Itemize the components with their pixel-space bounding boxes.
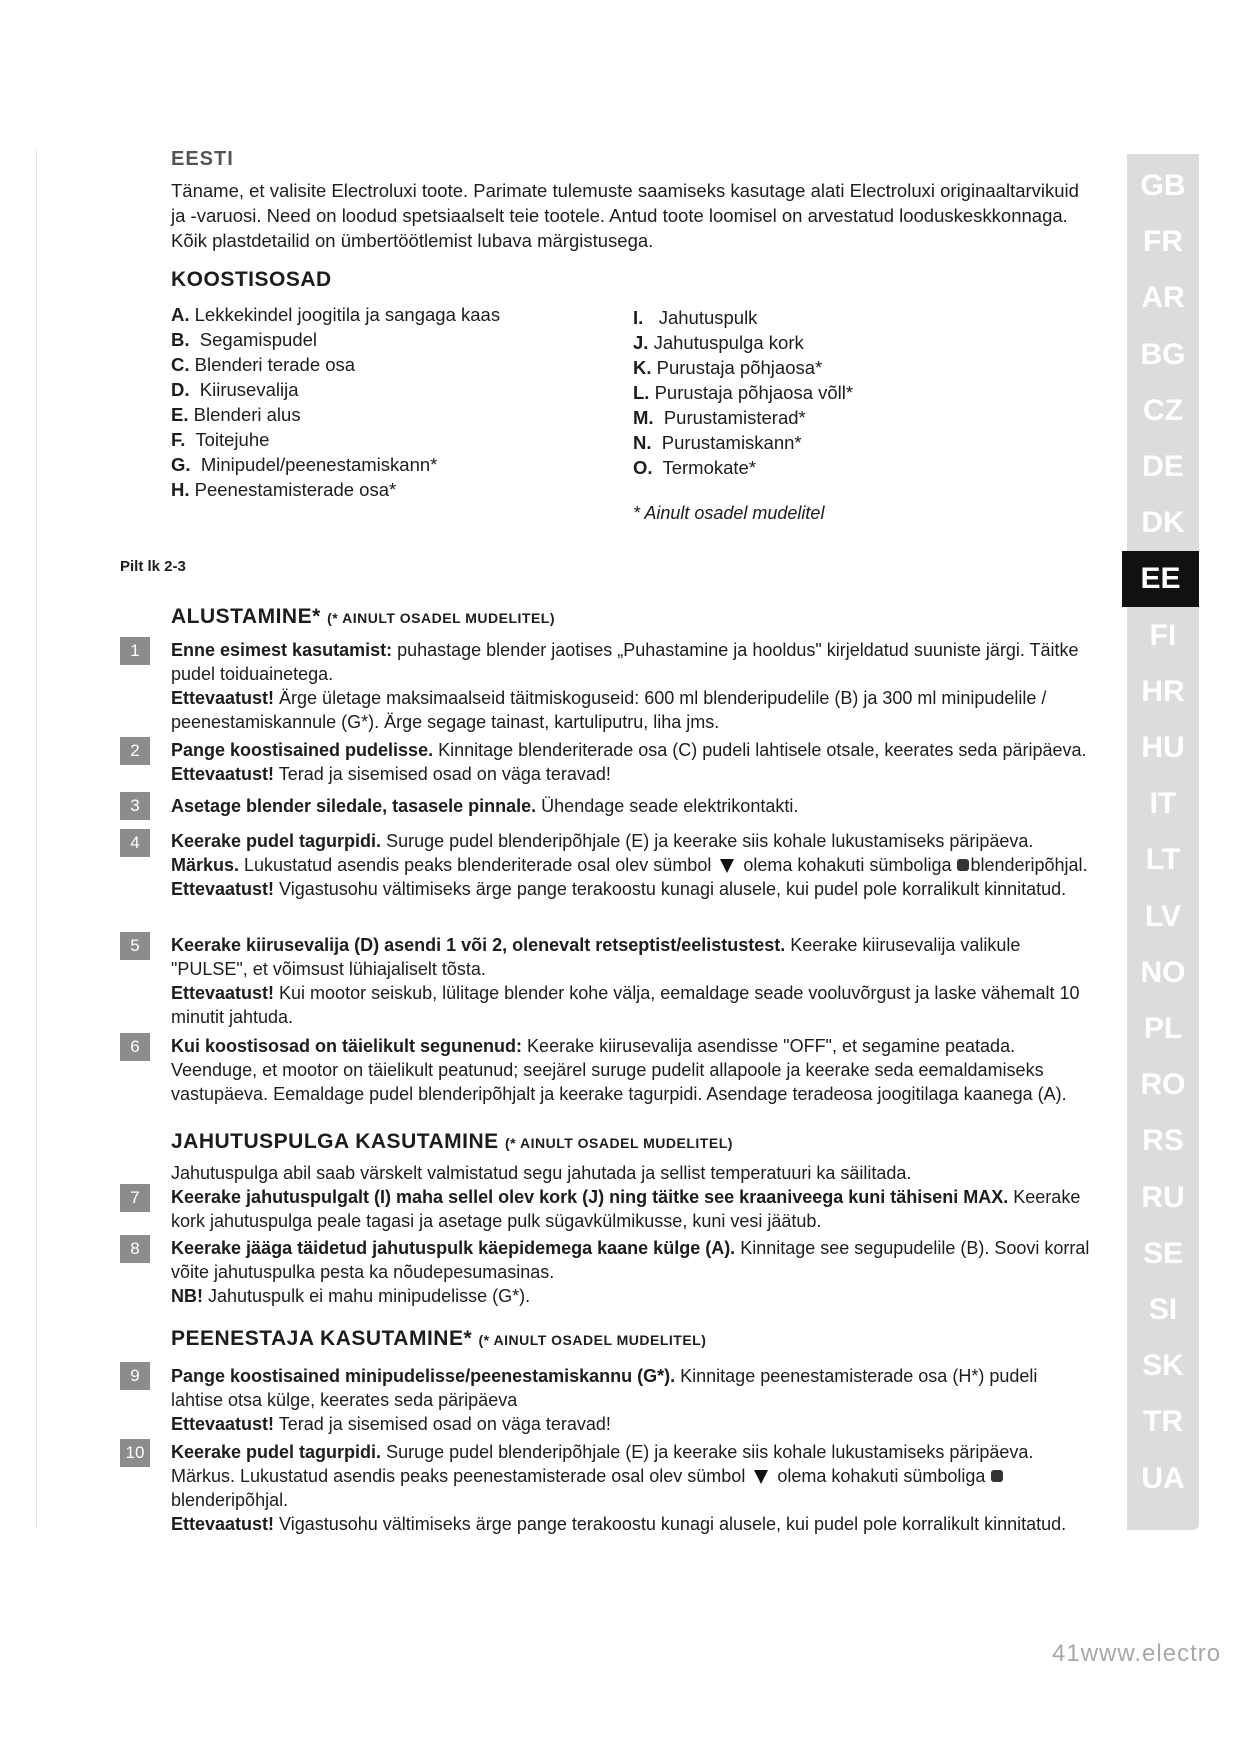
language-tab-fi[interactable]: FI bbox=[1149, 618, 1177, 652]
section-cooling-stick-title: JAHUTUSPULGA KASUTAMINE (* AINULT OSADEL MUDELITEL) bbox=[171, 1130, 733, 1153]
language-tab-rs[interactable]: RS bbox=[1142, 1124, 1184, 1158]
language-tab-sk[interactable]: SK bbox=[1142, 1349, 1184, 1383]
language-tab-hr[interactable]: HR bbox=[1141, 674, 1185, 708]
language-tab-de[interactable]: DE bbox=[1142, 450, 1184, 483]
language-tab-ru[interactable]: RU bbox=[1141, 1180, 1185, 1214]
step-10-text: Keerake pudel tagurpidi. Suruge pudel blenderipõhjale (E) ja keerake siis kohale lukustamiseks päripäeva. Märkus. Lukustatud asendis peaks peenestamisterade osal olev sümbol olema kohakuti sümboliga blenderipõhjal. Ettevaatust! Vigastusohu vältimiseks ärge pange terakoostu kunagi alusele, kui pudel pole korralikult kinnitatud. bbox=[171, 1442, 1067, 1534]
step-number: 2 bbox=[120, 737, 150, 765]
language-tab-pl[interactable]: PL bbox=[1143, 1012, 1183, 1045]
step-number: 3 bbox=[120, 792, 150, 820]
language-tab-fr[interactable]: FR bbox=[1143, 225, 1183, 259]
components-title: KOOSTISOSAD bbox=[171, 268, 332, 291]
cooling-stick-intro: Jahutuspulga abil saab värskelt valmistatud segu jahutada ja sellist temperatuuri ka säilitada. bbox=[171, 1163, 912, 1183]
component-g: G. Minipudel/peenestamiskann* bbox=[171, 454, 438, 475]
language-tab-se[interactable]: SE bbox=[1142, 1236, 1184, 1270]
language-tab-cz[interactable]: CZ bbox=[1143, 393, 1183, 427]
section-getting-started-title: ALUSTAMINE* (* AINULT OSADEL MUDELITEL) bbox=[171, 605, 556, 628]
lock-symbol-icon bbox=[957, 859, 969, 871]
step-number: 8 bbox=[120, 1235, 150, 1263]
step-number: 6 bbox=[120, 1033, 150, 1061]
component-k: K. Purustaja põhjaosa* bbox=[633, 357, 823, 378]
language-tab-lv[interactable]: LV bbox=[1144, 899, 1182, 933]
component-b: B. Segamispudel bbox=[171, 329, 318, 350]
component-a: A. Lekkekindel joogitila ja sangaga kaas bbox=[171, 304, 501, 325]
step-3-text: Asetage blender siledale, tasasele pinnale. Ühendage seade elektrikontakti. bbox=[171, 796, 799, 816]
models-note: * Ainult osadel mudelitel bbox=[633, 503, 825, 523]
step-number: 1 bbox=[120, 637, 150, 665]
component-j: J. Jahutuspulga kork bbox=[633, 332, 804, 353]
step-8-text: Keerake jääga täidetud jahutuspulk käepidemega kaane külge (A). Kinnitage see segupudelile (B). Soovi korral võite jahutuspulka pesta ka nõudepesumasinas. NB! Jahutuspulk ei mahu minipudelisse (G*). bbox=[171, 1238, 1090, 1306]
language-heading: EESTI bbox=[171, 148, 234, 170]
component-i: I. Jahutuspulk bbox=[633, 307, 758, 328]
language-tab-dk[interactable]: DK bbox=[1141, 506, 1185, 540]
margin-line bbox=[36, 150, 37, 1528]
component-o: O. Termokate* bbox=[633, 457, 757, 478]
language-tab-ro[interactable]: RO bbox=[1140, 1068, 1186, 1102]
step-1-text: Enne esimest kasutamist: puhastage blender jaotises „Puhastamine ja hooldus" kirjeldatud suuniste järgi. Täitke pudel toiduainetega. Ettevaatust! Ärge ületage maksimaalseid täitmiskoguseid: 600 ml blenderipudelile (B) ja 300 ml minipudelile / peenestamiskannule (G*). Ärge segage tainast, kartuliputru, liha jms. bbox=[171, 640, 1079, 732]
language-tab-bg[interactable]: BG bbox=[1140, 337, 1186, 371]
step-6-text: Kui koostisosad on täielikult segunenud: Keerake kiirusevalija asendisse "OFF", et segamine peatada. Veenduge, et mootor on täielikult peatunud; seejärel suruge pudelit allapoole ja keerake seda eemaldamiseks vastupäeva. Eemaldage pudel blenderipõhjalt ja keerake tagurpidi. Asendage teradeosa joogitilaga kaanega (A). bbox=[171, 1036, 1067, 1104]
footer-page-url: 41www.electro bbox=[1052, 1640, 1222, 1667]
component-h: H. Peenestamisterade osa* bbox=[171, 479, 397, 500]
section-chopper-title: PEENESTAJA KASUTAMINE* (* AINULT OSADEL MUDELITEL) bbox=[171, 1327, 707, 1350]
components-left-list bbox=[171, 302, 500, 502]
step-9-text: Pange koostisained minipudelisse/peenestamiskannu (G*). Kinnitage peenestamisterade osa (H*) pudeli lahtise otsa külge, keerates seda päripäeva Ettevaatust! Terad ja sisemised osad on väga teravad! bbox=[171, 1366, 1038, 1434]
language-tab-gb[interactable]: GB bbox=[1140, 169, 1186, 202]
blade-symbol-icon bbox=[754, 1470, 768, 1484]
step-number: 4 bbox=[120, 829, 150, 857]
step-number: 10 bbox=[120, 1439, 150, 1467]
lock-symbol-icon bbox=[991, 1470, 1003, 1482]
component-n: N. Purustamiskann* bbox=[633, 432, 802, 453]
component-m: M. Purustamisterad* bbox=[633, 407, 806, 428]
figure-reference: Pilt lk 2-3 bbox=[120, 558, 186, 575]
step-number: 9 bbox=[120, 1362, 150, 1390]
step-number: 5 bbox=[120, 932, 150, 960]
component-c: C. Blenderi terade osa bbox=[171, 354, 356, 375]
step-2-text: Pange koostisained pudelisse. Kinnitage blenderiterade osa (C) pudeli lahtisele otsale, keerates seda päripäeva. Ettevaatust! Terad ja sisemised osad on väga teravad! bbox=[171, 740, 1087, 784]
step-5-text: Keerake kiirusevalija (D) asendi 1 või 2, olenevalt retseptist/eelistustest. Keerake kiirusevalija valikule "PULSE", et võimsust lühiajaliselt tõsta. Ettevaatust! Kui mootor seiskub, lülitage blender kohe välja, eemaldage seade vooluvõrgust ja laske vähemalt 10 minutit jahtuda. bbox=[171, 935, 1080, 1027]
language-tab-no[interactable]: NO bbox=[1140, 955, 1186, 989]
step-number: 7 bbox=[120, 1184, 150, 1212]
language-tab-ar[interactable]: AR bbox=[1141, 281, 1185, 315]
intro-paragraph: Täname, et valisite Electroluxi toote. Parimate tulemuste saamiseks kasutage alati Electroluxi originaaltarvikuid ja -varuosi. Need on loodud spetsiaalselt teie tootele. Antud toote loomisel on arvestatud looduskeskkonnaga. Kõik plastdetailid on ümbertöötlemist lubava märgistusega. bbox=[171, 180, 1079, 251]
step-7-text: Keerake jahutuspulgalt (I) maha sellel olev kork (J) ning täitke see kraaniveega kuni tähiseni MAX. Keerake kork jahutuspulga peale tagasi ja asetage pulk sügavkülmikusse, kuni vesi jäätub. bbox=[171, 1187, 1081, 1231]
language-tab-ee[interactable]: EE bbox=[1122, 551, 1199, 607]
step-4-text: Keerake pudel tagurpidi. Suruge pudel blenderipõhjale (E) ja keerake siis kohale lukustamiseks päripäeva. Märkus. Lukustatud asendis peaks blenderiterade osal olev sümbol olema kohakuti sümboliga blenderipõhjal. Ettevaatust! Vigastusohu vältimiseks ärge pange terakoostu kunagi alusele, kui pudel pole korralikult kinnitatud. bbox=[171, 831, 1088, 899]
language-tab-hu[interactable]: HU bbox=[1141, 731, 1185, 764]
blade-symbol-icon bbox=[720, 859, 734, 873]
component-l: L. Purustaja põhjaosa võll* bbox=[633, 382, 854, 403]
language-tab-lt[interactable]: LT bbox=[1145, 843, 1181, 877]
language-tab-it[interactable]: IT bbox=[1149, 787, 1177, 821]
component-d: D. Kiirusevalija bbox=[171, 379, 299, 400]
component-e: E. Blenderi alus bbox=[171, 404, 301, 425]
language-tab-si[interactable]: SI bbox=[1148, 1293, 1178, 1326]
component-f: F. Toitejuhe bbox=[171, 429, 270, 450]
language-tab-tr[interactable]: TR bbox=[1143, 1405, 1183, 1439]
language-tab-ua[interactable]: UA bbox=[1141, 1461, 1185, 1495]
components-right-list bbox=[633, 305, 853, 480]
